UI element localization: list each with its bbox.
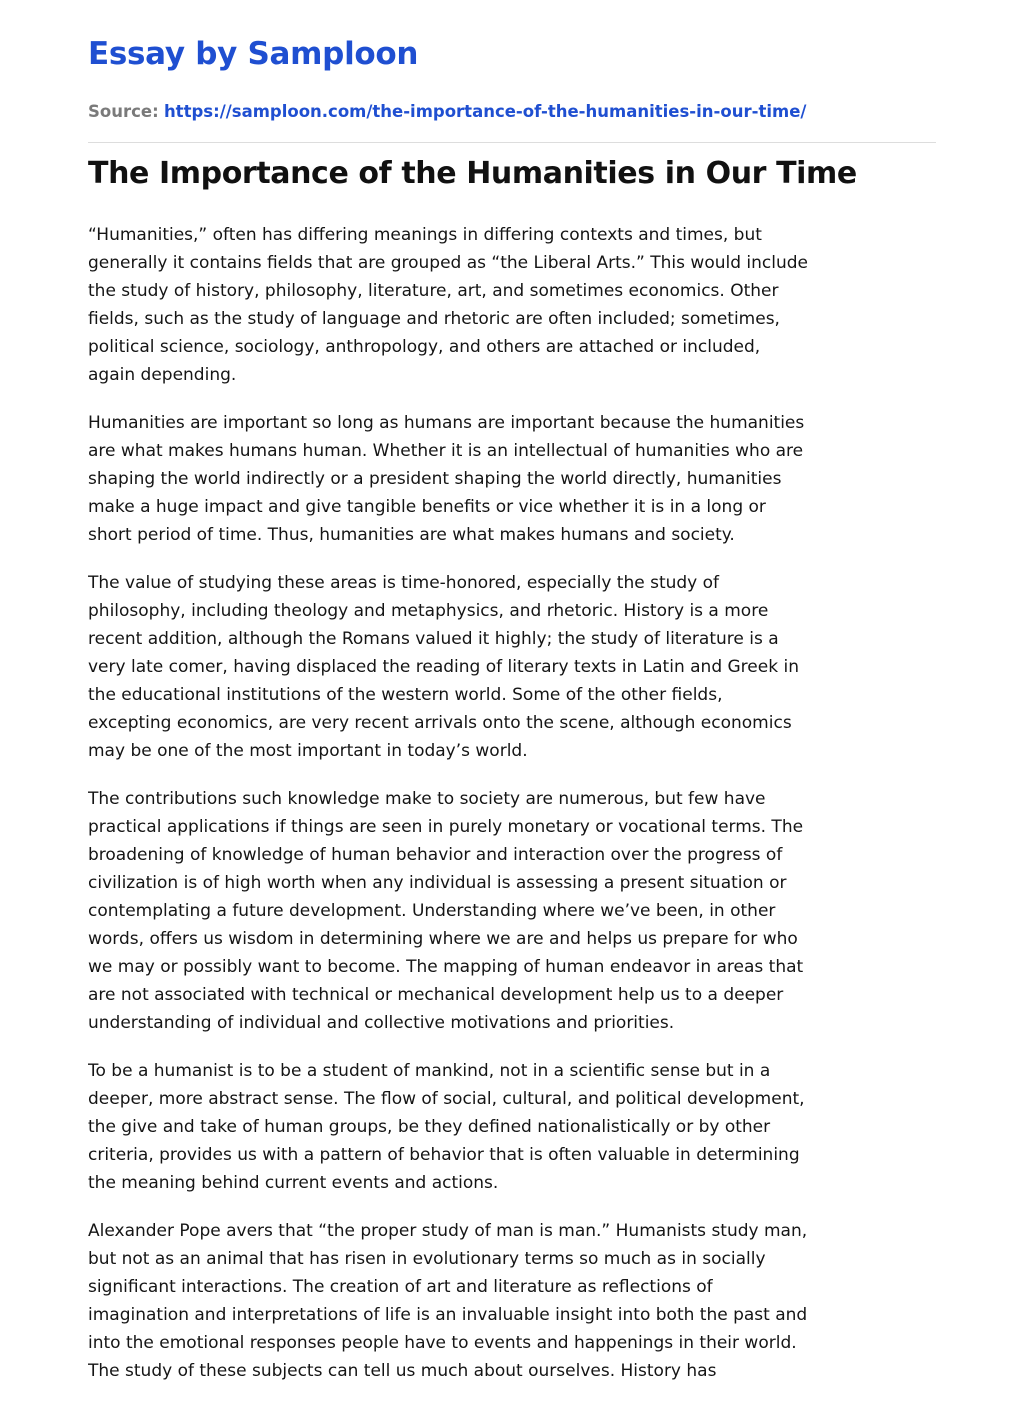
essay-body: [88, 221, 936, 1405]
paragraph-line: The value of studying these areas is time-honored, especially the study of: [88, 573, 720, 593]
paragraph-line: very late comer, having displaced the reading of literary texts in Latin and Greek in: [88, 657, 799, 677]
paragraph-line: fields, such as the study of language and rhetoric are often included; sometimes,: [88, 309, 780, 329]
paragraph-line: philosophy, including theology and metaphysics, and rhetoric. History is a more: [88, 601, 769, 621]
essay-paragraph: [88, 1217, 936, 1385]
paragraph-line: deeper, more abstract sense. The flow of social, cultural, and political development,: [88, 1089, 805, 1109]
paragraph-line: are what makes humans human. Whether it is an intellectual of humanities who are: [88, 441, 804, 461]
paragraph-line: The study of these subjects can tell us much about ourselves. History has: [88, 1361, 717, 1381]
paragraph-line: shaping the world indirectly or a president shaping the world directly, humanities: [88, 469, 782, 489]
paragraph-line: excepting economics, are very recent arrivals onto the scene, although economics: [88, 713, 792, 733]
paragraph-line: contemplating a future development. Understanding where we’ve been, in other: [88, 901, 776, 921]
essay-paragraph: [88, 785, 936, 1037]
paragraph-line: recent addition, although the Romans valued it highly; the study of literature is a: [88, 629, 779, 649]
paragraph-line: Alexander Pope avers that “the proper study of man is man.” Humanists study man,: [88, 1221, 808, 1241]
paragraph-line: words, offers us wisdom in determining where we are and helps us prepare for who: [88, 929, 798, 949]
brand-title[interactable]: Essay by Samploon: [88, 36, 419, 72]
paragraph-line: significant interactions. The creation of art and literature as reflections of: [88, 1277, 713, 1297]
essay-paragraph: [88, 569, 936, 765]
source-line: [88, 102, 806, 121]
paragraph-line: but not as an animal that has risen in evolutionary terms so much as in socially: [88, 1249, 766, 1269]
paragraph-line: “Humanities,” often has differing meanings in differing contexts and times, but: [88, 225, 762, 245]
essay-paragraph: [88, 1057, 936, 1197]
paragraph-line: the meaning behind current events and actions.: [88, 1173, 499, 1193]
header-divider: [88, 142, 936, 143]
paragraph-line: To be a humanist is to be a student of mankind, not in a scientific sense but in a: [88, 1061, 771, 1081]
source-label: Source:: [88, 102, 159, 121]
paragraph-line: short period of time. Thus, humanities are what makes humans and society.: [88, 525, 735, 545]
paragraph-line: we may or possibly want to become. The mapping of human endeavor in areas that: [88, 957, 804, 977]
paragraph-line: the give and take of human groups, be they defined nationalistically or by other: [88, 1117, 771, 1137]
essay-title: The Importance of the Humanities in Our Time: [88, 156, 857, 191]
paragraph-line: make a huge impact and give tangible benefits or vice whether it is in a long or: [88, 497, 766, 517]
source-link[interactable]: https://samploon.com/the-importance-of-the-humanities-in-our-time/: [163, 102, 807, 121]
paragraph-line: again depending.: [88, 365, 237, 385]
paragraph-line: understanding of individual and collective motivations and priorities.: [88, 1013, 675, 1033]
paragraph-line: the study of history, philosophy, literature, art, and sometimes economics. Other: [88, 281, 779, 301]
paragraph-line: practical applications if things are seen in purely monetary or vocational terms. The: [88, 817, 804, 837]
paragraph-line: criteria, provides us with a pattern of behavior that is often valuable in determining: [88, 1145, 800, 1165]
paragraph-line: The contributions such knowledge make to society are numerous, but few have: [88, 789, 766, 809]
essay-paragraph: [88, 409, 936, 549]
essay-paragraph: [88, 221, 936, 389]
paragraph-line: broadening of knowledge of human behavior and interaction over the progress of: [88, 845, 783, 865]
paragraph-line: into the emotional responses people have to events and happenings in their world.: [88, 1333, 797, 1353]
paragraph-line: political science, sociology, anthropology, and others are attached or included,: [88, 337, 761, 357]
paragraph-line: generally it contains fields that are grouped as “the Liberal Arts.” This would include: [88, 253, 809, 273]
paragraph-line: the educational institutions of the western world. Some of the other fields,: [88, 685, 723, 705]
paragraph-line: civilization is of high worth when any individual is assessing a present situation or: [88, 873, 787, 893]
paragraph-line: are not associated with technical or mechanical development help us to a deeper: [88, 985, 784, 1005]
paragraph-line: may be one of the most important in today’s world.: [88, 741, 528, 761]
paragraph-line: Humanities are important so long as humans are important because the humanities: [88, 413, 805, 433]
paragraph-line: imagination and interpretations of life is an invaluable insight into both the past and: [88, 1305, 808, 1325]
